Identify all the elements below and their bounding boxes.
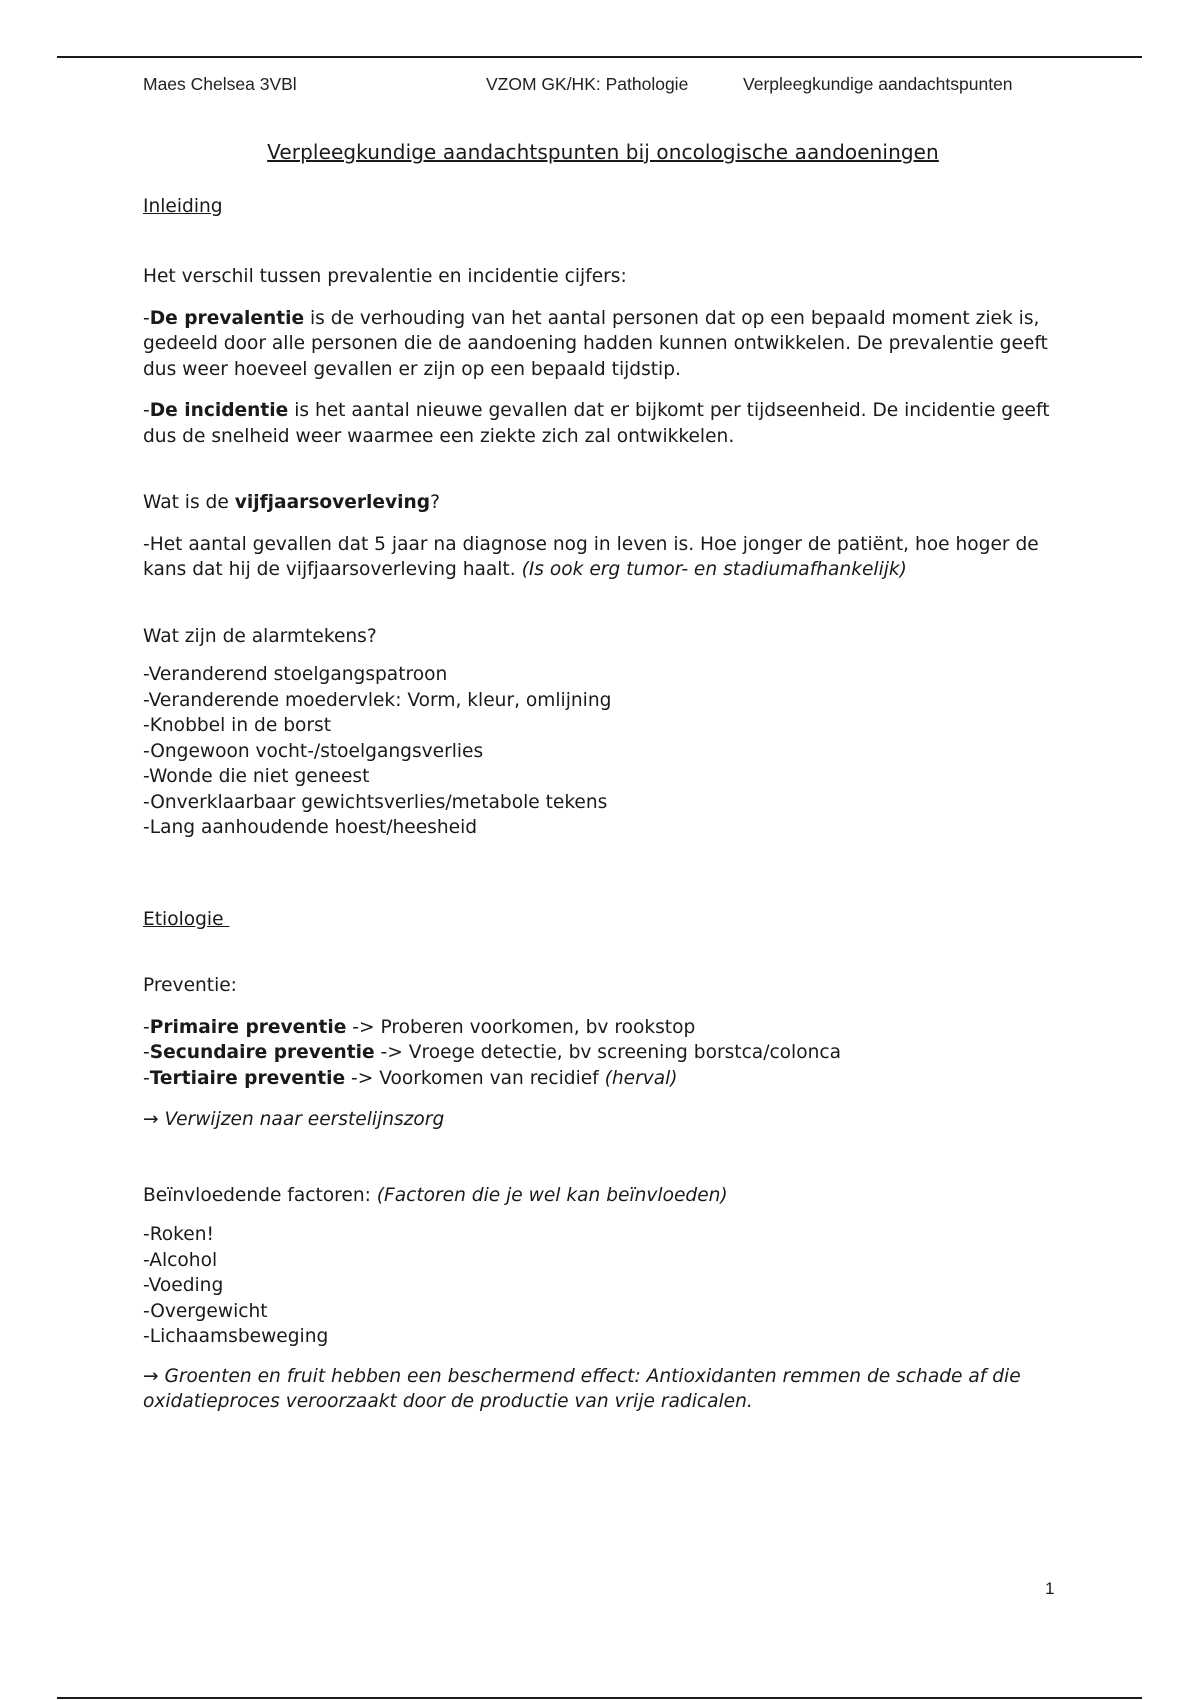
list-item: -Lang aanhoudende hoest/heesheid (143, 817, 478, 838)
prevalence-term: De prevalentie (149, 307, 305, 329)
fruit-note: → Groenten en fruit hebben een beschermend effect: Antioxidanten remmen de schade af die oxidatieproces veroorzaakt door de productie van vrije radicalen. (143, 1365, 1021, 1412)
page-header (143, 74, 1063, 100)
prevalence-paragraph (143, 306, 1063, 383)
survival-answer-note: (Is ook erg tumor- en stadiumafhankelijk) (521, 559, 907, 580)
list-item: -Roken! (143, 1224, 214, 1245)
survival-question (143, 490, 1063, 516)
factors-list (143, 1222, 1063, 1350)
list-item: -Veranderend stoelgangspatroon (143, 664, 448, 685)
incidence-paragraph (143, 398, 1063, 449)
prevalence-text: is de verhouding van het aantal personen dat op een bepaald moment ziek is, gedeeld door alle personen die de aandoening hadden kunnen ontwikkelen. De prevalentie geeft dus weer hoeveel gevallen er zijn op een bepaald tijdstip. (143, 307, 1048, 380)
list-item (143, 1040, 1063, 1066)
item-text: -> Voorkomen van recidief (345, 1067, 605, 1089)
document-body (143, 140, 1063, 1415)
item-text: -> Proberen voorkomen, bv rookstop (346, 1016, 696, 1038)
list-item: -Lichaamsbeweging (143, 1326, 329, 1347)
survival-question-term: vijfjaarsoverleving (234, 492, 431, 513)
prevalence-prefix: - (143, 307, 150, 329)
list-item: -Knobbel in de borst (143, 715, 331, 736)
survival-answer (143, 532, 1063, 583)
item-text: -> Vroege detectie, bv screening borstca/colonca (374, 1042, 842, 1063)
item-note: (herval) (604, 1067, 678, 1089)
survival-question-prefix: Wat is de (143, 492, 235, 513)
document-title: Verpleegkundige aandachtspunten bij oncologische aandoeningen (267, 140, 939, 164)
item-prefix: - (143, 1042, 150, 1063)
survival-answer-text: -Het aantal gevallen dat 5 jaar na diagnose nog in leven is. Hoe jonger de patiënt, hoe hoger de kans dat hij de vijfjaarsoverleving haalt. (143, 533, 1039, 580)
list-item (143, 1015, 1063, 1041)
factors-label (143, 1183, 1063, 1209)
header-author: Maes Chelsea 3VBl (143, 74, 297, 94)
factors-label-text: Beïnvloedende factoren: (143, 1184, 377, 1206)
list-item: -Ongewoon vocht-/stoelgangsverlies (143, 740, 484, 762)
referral-note: → Verwijzen naar eerstelijnszorg (143, 1109, 445, 1130)
item-prefix: - (143, 1016, 150, 1038)
list-item: -Alcohol (143, 1249, 218, 1271)
header-topic: Verpleegkundige aandachtspunten (743, 74, 1013, 94)
list-item: -Veranderende moedervlek: Vorm, kleur, omlijning (143, 689, 612, 711)
heading-etiologie: Etiologie (143, 908, 230, 930)
factors-label-note: (Factoren die je wel kan beïnvloeden) (376, 1184, 728, 1206)
list-item: -Voeding (143, 1275, 224, 1296)
list-item: -Wonde die niet geneest (143, 766, 370, 787)
item-term: Primaire preventie (149, 1016, 347, 1038)
alarm-list (143, 662, 1063, 841)
list-item (143, 1066, 1063, 1092)
header-course: VZOM GK/HK: Pathologie (486, 74, 689, 94)
incidence-prefix: - (143, 400, 150, 421)
survival-question-suffix: ? (430, 492, 440, 513)
item-term: Secundaire preventie (149, 1042, 375, 1063)
page-number: 1 (1045, 1579, 1055, 1598)
prevention-list (143, 1015, 1063, 1092)
incidence-term: De incidentie (149, 400, 289, 421)
prevalence-question: Het verschil tussen prevalentie en incidentie cijfers: (143, 266, 627, 287)
list-item: -Overgewicht (143, 1300, 268, 1322)
item-term: Tertiaire preventie (149, 1067, 346, 1089)
incidence-text: is het aantal nieuwe gevallen dat er bijkomt per tijdseenheid. De incidentie geeft dus de snelheid weer waarmee een ziekte zich zal ontwikkelen. (143, 400, 1050, 447)
header-rule (57, 56, 1142, 58)
prevention-label: Preventie: (143, 975, 237, 996)
footer-rule (57, 1697, 1142, 1699)
heading-inleiding: Inleiding (143, 195, 223, 217)
alarm-question: Wat zijn de alarmtekens? (143, 625, 377, 647)
list-item: -Onverklaarbaar gewichtsverlies/metabole tekens (143, 791, 608, 813)
item-prefix: - (143, 1067, 150, 1089)
